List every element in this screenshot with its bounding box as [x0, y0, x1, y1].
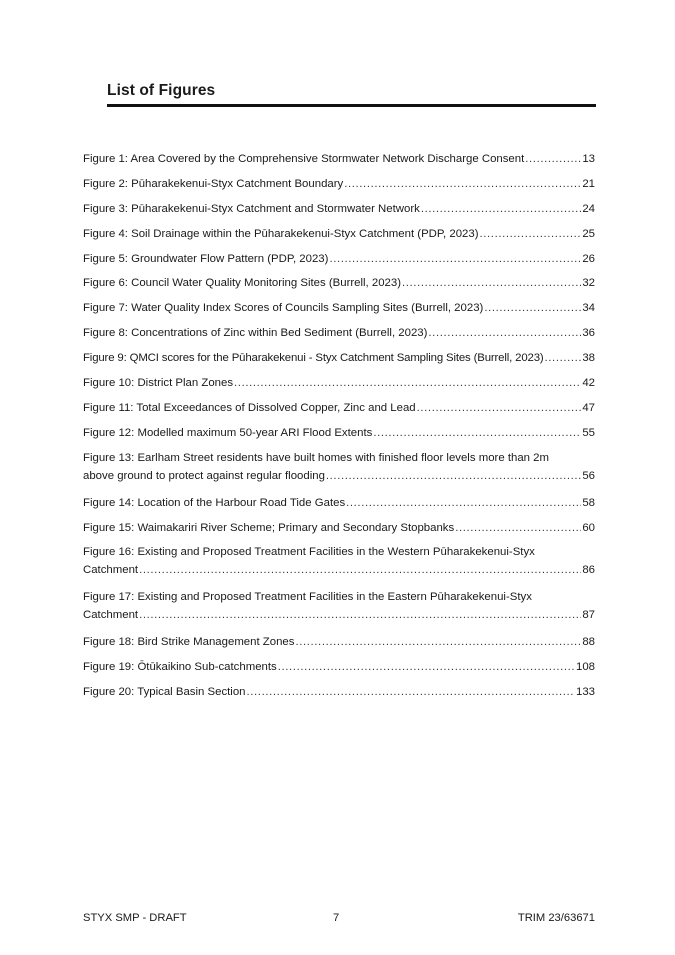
footer-document-name: STYX SMP - DRAFT: [83, 912, 187, 924]
dot-leader: [484, 301, 581, 316]
page-title: List of Figures: [107, 82, 216, 99]
dot-leader: [295, 635, 581, 650]
dot-leader: [247, 685, 575, 700]
figure-entry-text: Figure 4: Soil Drainage within the Pūharakekenui-Styx Catchment (PDP, 2023): [83, 227, 479, 240]
figure-page-number: 34: [582, 302, 595, 315]
figure-page-number: 47: [582, 401, 595, 414]
figure-entry-text: Figure 20: Typical Basin Section: [83, 686, 246, 699]
figure-entry-20[interactable]: [83, 685, 595, 700]
figure-page-number: 87: [582, 609, 595, 622]
dot-leader: [344, 177, 581, 192]
figure-entry-text: Figure 8: Concentrations of Zinc within Bed Sediment (Burrell, 2023): [83, 327, 428, 340]
figure-entry-text: Figure 11: Total Exceedances of Dissolved Copper, Zinc and Lead: [83, 401, 416, 414]
figure-entry-text: Figure 18: Bird Strike Management Zones: [83, 636, 295, 649]
figure-entry-text: Figure 7: Water Quality Index Scores of Councils Sampling Sites (Burrell, 2023): [83, 302, 484, 315]
figure-entry-text-continued: Catchment: [83, 609, 139, 622]
footer-page-number: 7: [333, 912, 340, 924]
figure-page-number: 56: [582, 469, 595, 482]
dot-leader: [373, 426, 581, 441]
figure-entry-text: Figure 10: District Plan Zones: [83, 377, 234, 390]
figure-entry-text: Figure 1: Area Covered by the Comprehensive Stormwater Network Discharge Consent: [83, 153, 525, 165]
dot-leader: [455, 521, 581, 536]
dot-leader: [428, 326, 581, 341]
figure-page-number: 60: [582, 521, 595, 534]
figure-entry-4[interactable]: [83, 227, 595, 242]
figure-entry-12[interactable]: [83, 426, 595, 441]
figure-entry-15[interactable]: [83, 521, 595, 536]
figure-entry-text: Figure 14: Location of the Harbour Road Tide Gates: [83, 496, 346, 509]
figure-entry-text: Figure 16: Existing and Proposed Treatment Facilities in the Western Pūharakekenui-Styx: [83, 546, 535, 559]
dot-leader: [480, 227, 582, 242]
figure-entry-18[interactable]: [83, 635, 595, 650]
figure-entry-10[interactable]: [83, 376, 595, 391]
figure-page-number: 36: [582, 327, 595, 340]
figure-entry-text: Figure 2: Pūharakekenui-Styx Catchment Boundary: [83, 177, 344, 190]
dot-leader: [329, 252, 581, 267]
figure-page-number: 38: [582, 352, 595, 365]
figure-entry-17[interactable]: [83, 590, 595, 623]
figure-page-number: 24: [582, 202, 595, 215]
figure-page-number: 42: [582, 377, 595, 390]
figure-page-number: 13: [582, 153, 595, 165]
figure-entry-text: Figure 6: Council Water Quality Monitoring Sites (Burrell, 2023): [83, 277, 402, 290]
figure-page-number: 58: [582, 496, 595, 509]
figure-page-number: 55: [582, 426, 595, 439]
title-divider: [107, 104, 596, 107]
figure-page-number: 25: [582, 227, 595, 240]
dot-leader: [417, 401, 582, 416]
dot-leader: [139, 563, 581, 578]
dot-leader: [421, 202, 582, 217]
figure-entry-11[interactable]: [83, 401, 595, 416]
list-of-figures: [83, 152, 595, 710]
figure-page-number: 86: [582, 564, 595, 577]
figure-entry-text-continued: Catchment: [83, 564, 139, 577]
figure-entry-6[interactable]: [83, 276, 595, 291]
dot-leader: [326, 469, 581, 484]
figure-entry-8[interactable]: [83, 326, 595, 341]
dot-leader: [346, 496, 581, 511]
figure-entry-13[interactable]: [83, 451, 595, 484]
dot-leader: [545, 351, 582, 366]
figure-entry-text-continued: above ground to protect against regular flooding: [83, 469, 325, 482]
figure-entry-16[interactable]: [83, 545, 595, 578]
figure-entry-text: Figure 3: Pūharakekenui-Styx Catchment and Stormwater Network: [83, 202, 420, 215]
figure-entry-text: Figure 12: Modelled maximum 50-year ARI Flood Extents: [83, 426, 373, 439]
dot-leader: [234, 376, 581, 391]
figure-entry-text: Figure 5: Groundwater Flow Pattern (PDP, 2023): [83, 252, 329, 265]
figure-entry-3[interactable]: [83, 202, 595, 217]
figure-entry-2[interactable]: [83, 177, 595, 192]
figure-page-number: 133: [575, 686, 595, 699]
figure-entry-text: Figure 13: Earlham Street residents have built homes with finished floor levels more than 2m: [83, 451, 549, 464]
figure-entry-text: Figure 15: Waimakariri River Scheme; Primary and Secondary Stopbanks: [83, 521, 455, 534]
figure-page-number: 21: [582, 177, 595, 190]
figure-entry-1[interactable]: [83, 152, 595, 167]
figure-entry-9[interactable]: [83, 351, 595, 366]
figure-entry-19[interactable]: [83, 660, 595, 675]
dot-leader: [525, 152, 581, 167]
figure-entry-7[interactable]: [83, 301, 595, 316]
figure-page-number: 32: [582, 277, 595, 290]
figure-page-number: 88: [582, 636, 595, 649]
dot-leader: [402, 276, 581, 291]
dot-leader: [139, 608, 581, 623]
figure-entry-text: Figure 19: Ōtūkaikino Sub-catchments: [83, 661, 277, 674]
figure-page-number: 108: [575, 661, 595, 674]
figure-entry-text: Figure 9: QMCI scores for the Pūharakekenui - Styx Catchment Sampling Sites (Burrell, 2023): [83, 352, 544, 365]
figure-entry-14[interactable]: [83, 496, 595, 511]
figure-page-number: 26: [582, 252, 595, 265]
footer-trim-reference: TRIM 23/63671: [517, 912, 595, 924]
figure-entry-5[interactable]: [83, 252, 595, 267]
dot-leader: [278, 660, 575, 675]
figure-entry-text: Figure 17: Existing and Proposed Treatment Facilities in the Eastern Pūharakekenui-Styx: [83, 591, 532, 604]
